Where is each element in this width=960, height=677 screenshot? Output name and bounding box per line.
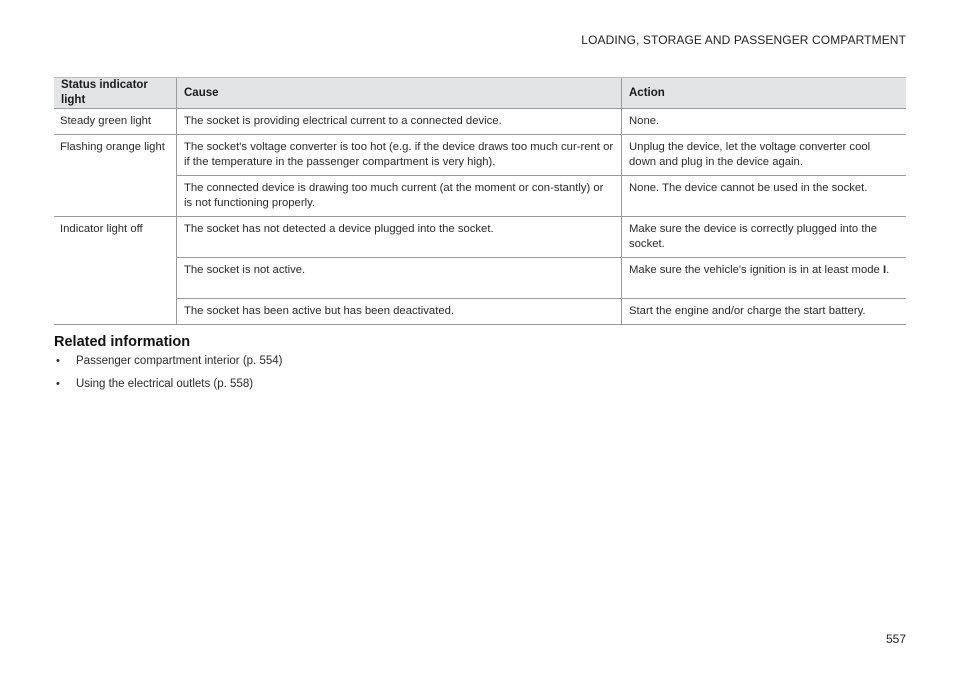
action-cell: None. The device cannot be used in the socket. [622, 176, 907, 217]
column-header-action: Action [622, 78, 907, 109]
action-cell: Unplug the device, let the voltage converter cool down and plug in the device again. [622, 135, 907, 176]
bullet-icon: • [56, 355, 60, 367]
table-row [54, 299, 906, 325]
status-indicator-table [54, 77, 906, 325]
related-information-section [54, 334, 654, 400]
related-links-list [54, 354, 654, 392]
table-header-row [54, 78, 906, 109]
action-text-end: . [886, 264, 890, 276]
table-row [54, 217, 906, 258]
cause-cell: The socket's voltage converter is too hot (e.g. if the device draws too much cur-rent or if the temperature in the passenger compartment is very high). [177, 135, 622, 176]
related-information-heading: Related information [54, 334, 191, 350]
table-row [54, 176, 906, 217]
action-cell: Make sure the device is correctly plugged into the socket. [622, 217, 907, 258]
status-cell: Indicator light off [54, 217, 177, 325]
status-cell: Flashing orange light [54, 135, 177, 217]
action-text: Make sure the vehicle's ignition is in at least mode [629, 264, 880, 276]
status-cell: Steady green light [54, 109, 177, 135]
bullet-icon: • [56, 378, 60, 390]
cause-cell: The socket has been active but has been deactivated. [177, 299, 622, 325]
table-row [54, 258, 906, 299]
related-link-passenger-compartment-interior[interactable] [54, 354, 654, 369]
action-cell: Start the engine and/or charge the start battery. [622, 299, 907, 325]
page-number: 557 [885, 632, 906, 646]
related-link-label: Passenger compartment interior (p. 554) [76, 355, 283, 367]
cause-cell: The socket is providing electrical current to a connected device. [177, 109, 622, 135]
table-row [54, 135, 906, 176]
related-link-electrical-outlets[interactable] [54, 377, 654, 392]
column-header-status: Status indicator light [54, 78, 177, 109]
column-header-cause: Cause [177, 78, 622, 109]
table-row [54, 109, 906, 135]
related-link-label: Using the electrical outlets (p. 558) [76, 378, 254, 390]
ignition-mode-label: I [882, 264, 887, 276]
cause-cell: The socket has not detected a device plugged into the socket. [177, 217, 622, 258]
cause-cell: The socket is not active. [177, 258, 622, 299]
chapter-header: LOADING, STORAGE AND PASSENGER COMPARTMENT [581, 33, 906, 47]
action-cell [622, 258, 907, 299]
action-cell: None. [622, 109, 907, 135]
cause-cell: The connected device is drawing too much current (at the moment or con-stantly) or is not functioning properly. [177, 176, 622, 217]
